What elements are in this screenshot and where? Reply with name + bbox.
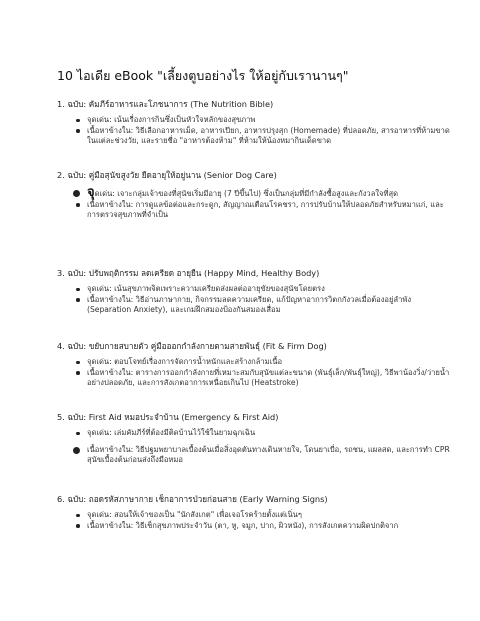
document-title: 10 ไอเดีย eBook "เลี้ยงตูบอย่างไร ให้อยู่กับเรานานๆ" [57,68,349,83]
section-4 [57,341,452,389]
list-item: จุดเด่น: สอนให้เจ้าของเป็น "นักสังเกต" เพื่อเจอโรคร้ายตั้งแต่เนิ่นๆ [57,510,452,521]
bullet-list [57,284,452,316]
section-heading: 2. ฉบับ: คู่มือสุนัขสูงวัย ยืดอายุให้อยู่นาน (Senior Dog Care) [57,170,277,180]
section-3 [57,268,452,316]
list-item: จุดเด่น: เล่มคัมภีร์ที่ต้องมีติดบ้านไว้ใช้ในยามฉุกเฉิน [57,428,452,439]
list-item [57,185,452,200]
section-heading: 1. ฉบับ: คัมภีร์อาหารและโภชนาการ (The Nutrition Bible) [57,99,274,109]
list-item: เนื้อหาข้างใน: การดูแลข้อต่อและกระดูก, สัญญาณเตือนโรคชรา, การปรับบ้านให้ปลอดภัยสำหรับหมาแก่, และการตรวจสุขภาพที่จำเป็น [57,200,452,221]
bullet-list [57,115,452,147]
bullet-list [57,510,452,531]
bullet-list [57,185,452,221]
list-item: จุดเด่น: เน้นสุขภาพจิตเพราะความเครียดส่งผลต่ออายุขัยของสุนัขโดยตรง [57,284,452,295]
list-item: เนื้อหาข้างใน: วิธีอ่านภาษากาย, กิจกรรมลดความเครียด, แก้ปัญหาอาการวิตกกังวลเมื่อต้องอยู่ลำพัง (Separation Anxiety), และเกมฝึกสมองป้องกันสมองเสื่อม [57,295,452,316]
section-5 [57,412,452,466]
enlarged-text: จุ [87,185,95,200]
section-2 [57,170,452,221]
list-item: จุดเด่น: เน้นเรื่องการกินซึ่งเป็นหัวใจหลักของสุขภาพ [57,115,452,126]
list-item: จุดเด่น: ตอบโจทย์เรื่องการจัดการน้ำหนักและสร้างกล้ามเนื้อ [57,357,452,368]
section-heading: 3. ฉบับ: ปรับพฤติกรรม ลดเครียด อายุยืน (Happy Mind, Healthy Body) [57,268,320,278]
section-heading: 5. ฉบับ: First Aid หมอประจำบ้าน (Emergency & First Aid) [57,412,279,422]
list-item: เนื้อหาข้างใน: วิธีเลือกอาหารเม็ด, อาหารเปียก, อาหารปรุงสุก (Homemade) ที่ปลอดภัย, สารอาหารที่ห้ามขาดในแต่ละช่วงวัย, และรายชื่อ "อาหารต้องห้าม" ที่ห้ามให้น้องหมากินเด็ดขาด [57,126,452,147]
list-item: เนื้อหาข้างใน: วิธีเช็กสุขภาพประจำวัน (ตา, หู, จมูก, ปาก, ผิวหนัง), การสังเกตความผิดปกติจาก [57,521,452,532]
section-6 [57,494,452,531]
list-item-text: ดเด่น: เจาะกลุ่มเจ้าของที่สุนัขเริ่มมีอายุ (7 ปีขึ้นไป) ซึ่งเป็นกลุ่มที่มีกำลังซื้อสูงและกังวลใจที่สุด [94,189,399,198]
list-item: เนื้อหาข้างใน: วิธีปฐมพยาบาลเบื้องต้นเมื่อสิ่งอุดตันทางเดินหายใจ, โดนยาเบื่อ, รถชน, แผลสด, และการทำ CPR สุนัขเบื้องต้นก่อนส่งถึงมือหมอ [57,445,452,466]
section-1 [57,99,452,147]
section-heading: 6. ฉบับ: ถอดรหัสภาษากาย เช็กอาการป่วยก่อนสาย (Early Warning Signs) [57,494,328,504]
list-item: เนื้อหาข้างใน: ตารางการออกกำลังกายที่เหมาะสมกับสุนัขแต่ละขนาด (พันธุ์เล็ก/พันธุ์ใหญ่), วิธีพาน้องวิ่ง/ว่ายน้ำอย่างปลอดภัย, และการสังเกตอาการเหนื่อยเกินไป (Heatstroke) [57,368,452,389]
bullet-list [57,357,452,389]
section-heading: 4. ฉบับ: ขยับกายสบายตัว คู่มือออกกำลังกายตามสายพันธุ์ (Fit & Firm Dog) [57,341,327,351]
bullet-list [57,428,452,466]
